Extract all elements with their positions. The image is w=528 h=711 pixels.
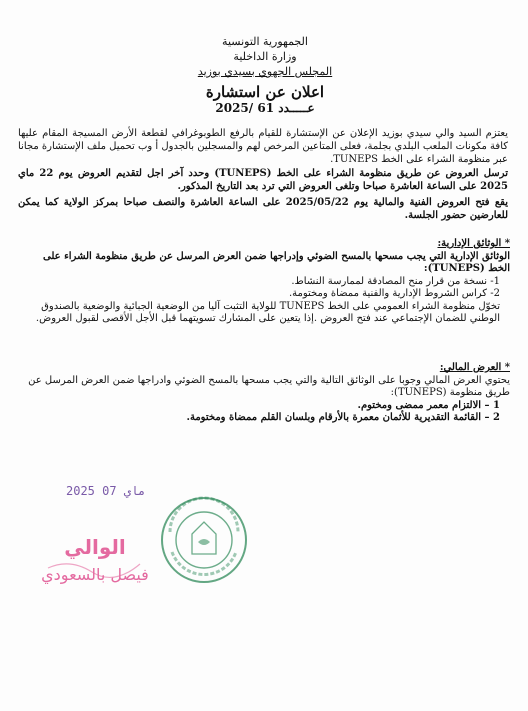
date-stamp: 2025 ماي 07	[66, 484, 146, 498]
signature-title: الوالي	[64, 535, 126, 559]
financial-item: 1 – الالتزام معمر ممضى ومختوم.	[357, 399, 500, 411]
financial-item: 2 – القائمة التقديرية للأثمان معمرة بالأرقام وبلسان القلم ممضاة ومختومة.	[186, 412, 500, 423]
document-number: عـــــدد 61 /2025	[215, 101, 315, 115]
admin-docs-section	[18, 238, 510, 326]
document-title: اعلان عن استشارة	[205, 83, 325, 101]
ministry-name: وزارة الداخلية	[233, 50, 297, 63]
financial-title: * العرض المالي:	[439, 362, 510, 373]
republic-name: الجمهورية التونسية	[222, 35, 308, 48]
official-seal	[158, 494, 250, 586]
seal-text-band-top	[170, 498, 238, 532]
seal-emblem-icon	[192, 522, 216, 554]
admin-docs-note: تخوّل منظومة الشراء العمومي على الخط TUNEPS للولاية التثبت آليا من الوضعية الجبائية والوضعية بالصندوق الوطني للضمان الإجتماعي عند فتح العروض .إذا يتعين على المشارك تسويتهما قبل الأجل الأقصى لقبول العروض.	[35, 300, 500, 324]
intro-paragraph-2: ترسل العروض عن طريق منظومة الشراء على الخط (TUNEPS) وحدد آخر اجل لتقديم العروض يوم 22 ماي 2025 على الساعة العاشرة صباحا وتلغى العروض التي ترد بعد التاريخ المذكور.	[18, 168, 508, 192]
financial-section	[18, 362, 510, 425]
admin-docs-title: * الوثائق الإدارية:	[437, 238, 510, 249]
admin-docs-intro: الوثائق الإدارية التي يجب مسحها بالمسح الضوئي وإدراجها ضمن العرض المرسل عن طريق منظومة الشراء على الخط (TUNEPS):	[42, 250, 510, 274]
council-name: المجلس الجهوي بسيدي بوزيد	[197, 65, 333, 78]
seal-text-band-bottom	[172, 552, 236, 575]
signature-name: فيصل بالسعودي	[41, 565, 149, 584]
financial-intro: يحتوي العرض المالي وجوبا على الوثائق التالية والتي يجب مسحها بالمسح الضوئي وادراجها ضمن العرض المرسل عن طريق منظومة (TUNEPS):	[28, 374, 510, 398]
intro-paragraph-1: يعتزم السيد والي سيدي بوزيد الإعلان عن الإستشارة للقيام بالرفع الطوبوغرافي لقطعة الأرض المسيجة المقام عليها كافة مكونات الملعب البلدي بجلمة، فعلى المتاعين المرخص لهم والمسجلين بالجدول أ وب تحميل ملف الإستشارة مجانا عبر منظومة الشراء على الخط TUNEPS.	[18, 128, 508, 165]
seal-emblem-mark	[198, 539, 210, 545]
document-header	[140, 34, 390, 116]
signature-image	[40, 528, 150, 590]
intro-paragraph-3: يقع فتح العروض الفنية والمالية يوم 2025/05/22 على الساعة العاشرة والنصف صباحا بمركز الولاية كما يمكن للعارضين حضور الجلسة.	[18, 197, 508, 221]
admin-docs-item: 2- كراس الشروط الإدارية والفنية ممضاة ومختومة.	[288, 288, 500, 299]
admin-docs-item: 1- نسخة من قرار منح المصادقة لممارسة النشاط.	[291, 275, 500, 287]
